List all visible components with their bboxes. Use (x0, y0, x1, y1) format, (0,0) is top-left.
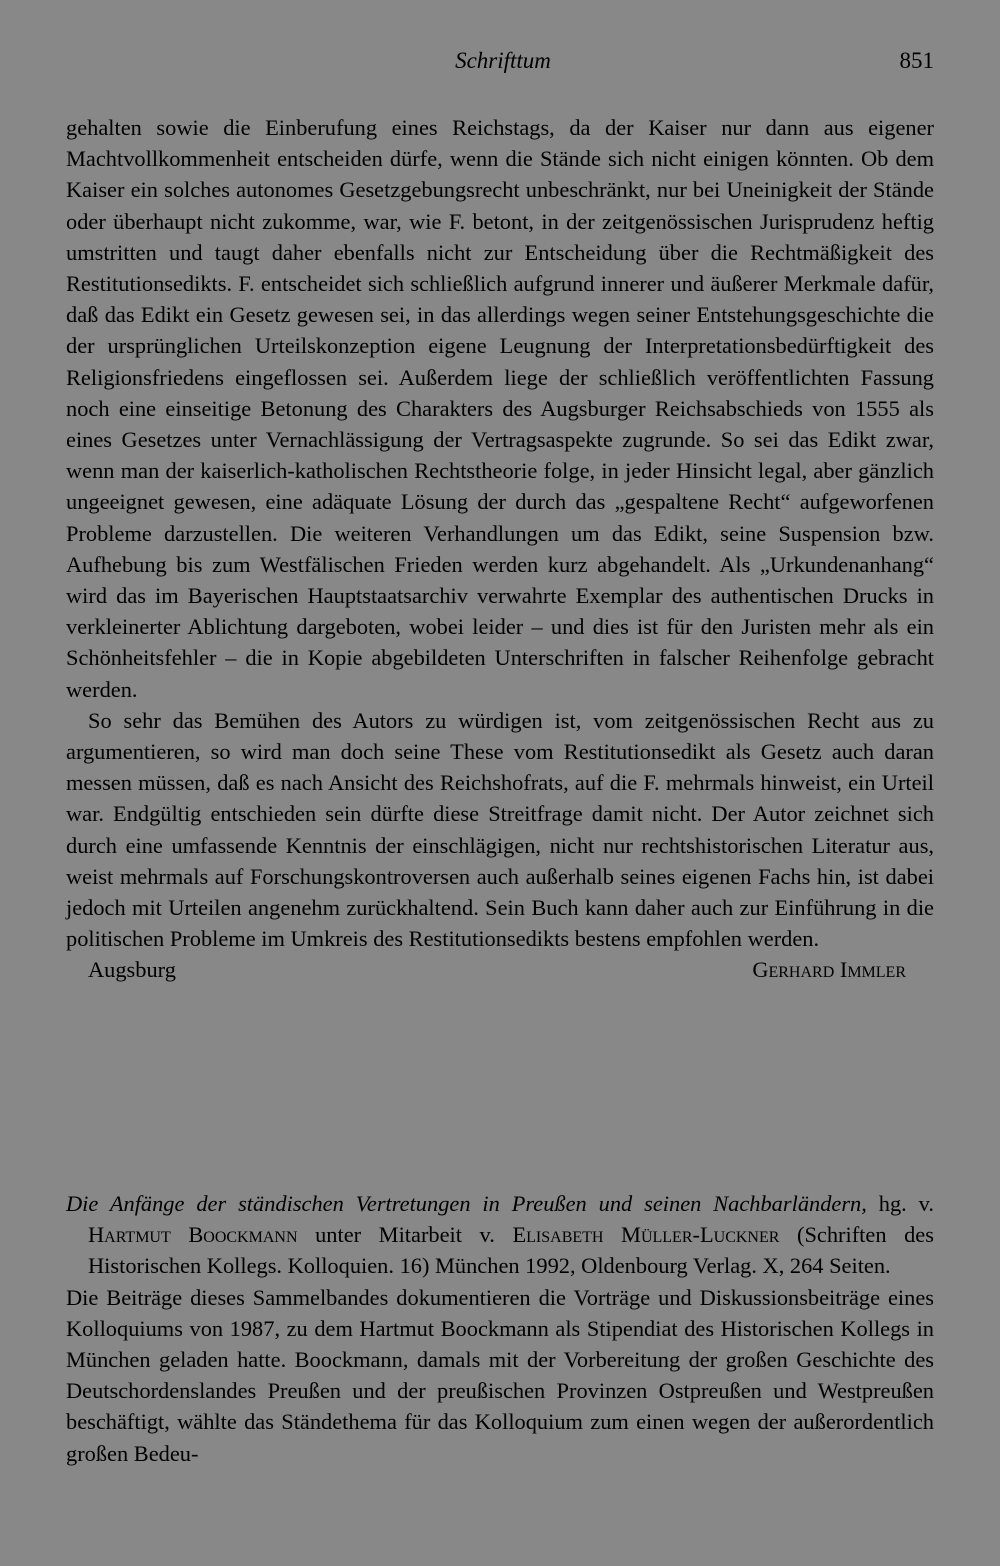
review-gerhard-immler (66, 112, 934, 986)
review-paragraph: Die Beiträge dieses Sammelbandes dokumentieren die Vorträge und Diskussionsbeiträge eines Kolloquiums von 1987, zu dem Hartmut Boockmann als Stipendiat des Historischen Kollegs in München geladen hatte. Boockmann, damals mit der Vorbereitung der großen Geschichte des Deutschordenslandes Preußen und der preußischen Provinzen Ostpreußen und Westpreußen beschäftigt, wählte das Ständethema für das Kolloquium zum einen wegen der außerordentlich großen Bedeu- (66, 1284, 934, 1466)
collaborator-name: Elisabeth Müller-Luckner (512, 1222, 780, 1248)
review-paragraph: So sehr das Bemühen des Autors zu würdigen ist, vom zeitgenössischen Recht aus zu argumentieren, so wird man doch seine These vom Restitutionsedikt als Gesetz auch daran messen müssen, daß es nach Ansicht des Reichshofrats, auf die F. mehrmals hinweist, ein Urteil war. Endgültig entschieden sein dürfte diese Streitfrage damit nicht. Der Autor zeichnet sich durch eine umfassende Kenntnis der einschlägigen, nicht nur rechtshistorischen Literatur aus, weist mehrmals auf Forschungskontroversen auch außerhalb seines eigenen Fachs hin, ist dabei jedoch mit Urteilen angenehm zurückhaltend. Sein Buch kann daher auch zur Einführung in die politischen Probleme im Umkreis des Restitutionsedikts bestens empfohlen werden. (66, 707, 934, 952)
page-number: 851 (899, 48, 934, 73)
book-title: Die Anfänge der ständischen Vertretungen in Preußen und seinen Nachbarländern, (66, 1191, 867, 1216)
running-title: Schrifttum (455, 48, 551, 73)
editor-prefix: hg. v. (878, 1191, 934, 1216)
editor-name: Hartmut Boockmann (88, 1222, 298, 1248)
review-paragraph: gehalten sowie die Einberufung eines Reichstags, da der Kaiser nur dann aus eigener Machtvollkommenheit entscheiden dürfe, wenn die Stände sich nicht einigen könnten. Ob dem Kaiser ein solches autonomes Gesetzgebungsrecht unbeschränkt, nur bei Uneinigkeit der Stände oder überhaupt nicht zukomme, war, wie F. betont, in der zeitgenössischen Jurisprudenz heftig umstritten und taugt daher ebenfalls nicht zur Entscheidung über die Rechtmäßigkeit des Restitutionsedikts. F. entscheidet sich schließlich aufgrund innerer und äußerer Merkmale dafür, daß das Edikt ein Gesetz gewesen sei, in das allerdings wegen seiner Entstehungsgeschichte die der ursprünglichen Urteilskonzeption eigene Leugnung der Interpretationsbedürftigkeit des Religionsfriedens eingeflossen sei. Außerdem liege der schließlich veröffentlichten Fassung noch eine einseitige Betonung des Charakters des Augsburger Reichsabschieds von 1555 als eines Gesetzes unter Vernachlässigung der Vertragsaspekte zugrunde. So sei das Edikt zwar, wenn man der kaiserlich-katholischen Rechtstheorie folge, in jeder Hinsicht legal, aber gänzlich ungeeignet gewesen, eine adäquate Lösung der durch das „gespaltene Recht“ aufgeworfenen Probleme darzustellen. Die weiteren Verhandlungen um das Edikt, seine Suspension bzw. Aufhebung bis zum Westfälischen Frieden werden kurz abgehandelt. Als „Urkundenanhang“ wird das im Bayerischen Hauptstaatsarchiv verwahrte Exemplar des authentischen Drucks in verkleinerter Ablichtung dargeboten, wobei leider – und dies ist für den Juristen mehr als ein Schönheitsfehler – die in Kopie abgebildeten Unterschriften in falscher Reihenfolge gebracht werden. (66, 115, 934, 702)
running-head (0, 48, 1000, 80)
review-place: Augsburg (88, 957, 176, 983)
collaborator-prefix: unter Mitarbeit v. (315, 1222, 495, 1248)
publication-info: (Schriften des Historischen Kollegs. Kolloquien. 16) München 1992, Oldenbourg Verlag. X, 264 Seiten. (88, 1222, 934, 1279)
review-staendische-vertretungen (66, 1188, 934, 1469)
reviewer-name: Gerhard Immler (752, 957, 906, 983)
review-signature (66, 954, 934, 985)
book-citation (66, 1188, 934, 1282)
